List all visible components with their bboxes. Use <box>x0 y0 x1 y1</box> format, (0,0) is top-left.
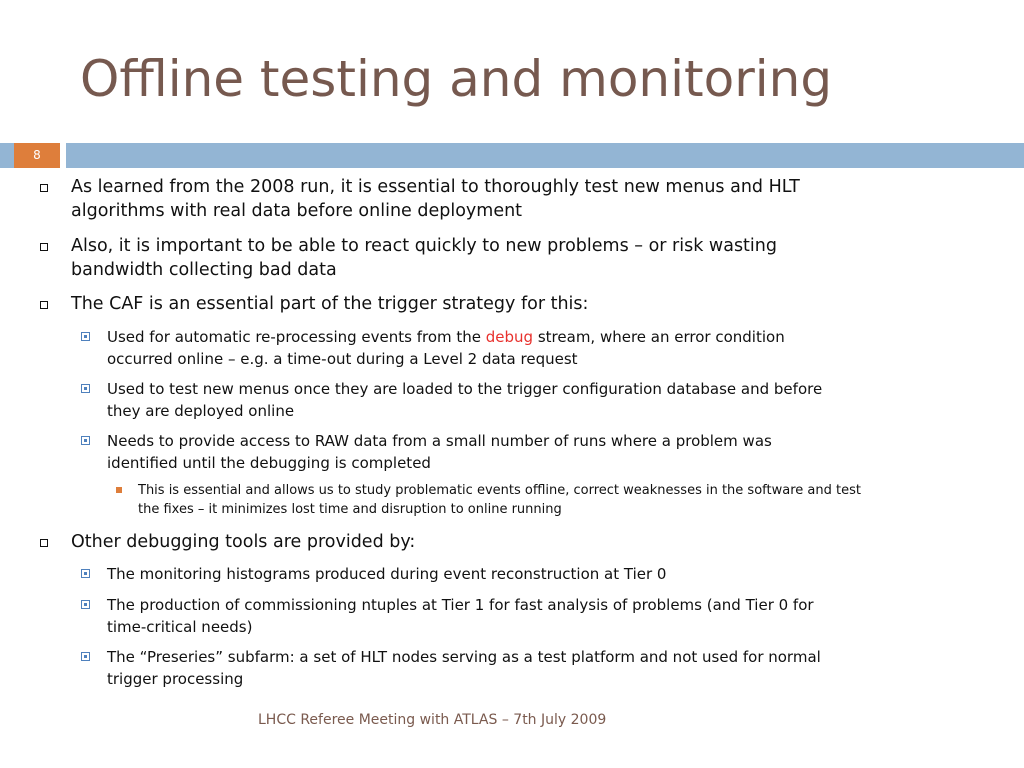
footer-text: LHCC Referee Meeting with ATLAS – 7th July 2009 <box>258 712 607 728</box>
square-bullet-icon <box>81 569 90 578</box>
square-bullet-icon <box>81 652 90 661</box>
square-bullet-icon <box>40 243 48 251</box>
sub-bullet-text: time-critical needs) <box>107 618 253 636</box>
header-band-left <box>0 143 14 168</box>
bullet-text: Also, it is important to be able to react quickly to new problems – or risk wasting <box>71 236 777 256</box>
sub-sub-bullet-text: the fixes – it minimizes lost time and disruption to online running <box>138 502 562 517</box>
bullet-text: algorithms with real data before online deployment <box>71 201 523 221</box>
square-bullet-icon <box>40 184 48 192</box>
square-bullet-icon <box>81 332 90 341</box>
bullet-text: bandwidth collecting bad data <box>71 260 337 280</box>
sub-bullet-text: they are deployed online <box>107 402 295 420</box>
highlighted-word: debug <box>485 328 534 346</box>
sub-bullet-text: The “Preseries” subfarm: a set of HLT nodes serving as a test platform and not used for normal <box>107 648 821 666</box>
text-segment: stream, where an error condition <box>533 328 785 346</box>
sub-bullet-text <box>107 326 785 348</box>
slide-title: Offline testing and monitoring <box>80 50 833 108</box>
sub-sub-bullet-text: This is essential and allows us to study problematic events offline, correct weaknesses in the software and test <box>138 483 861 498</box>
square-bullet-icon <box>40 539 48 547</box>
sub-bullet-text: identified until the debugging is completed <box>107 454 431 472</box>
text-segment: Used for automatic re-processing events from the <box>107 328 486 346</box>
square-bullet-icon <box>81 600 90 609</box>
sub-bullet-text: The production of commissioning ntuples at Tier 1 for fast analysis of problems (and Tier 0 for <box>107 596 814 614</box>
slide-number: 8 <box>14 143 60 168</box>
bullet-text: As learned from the 2008 run, it is essential to thoroughly test new menus and HLT <box>71 177 800 197</box>
sub-bullet-text: Needs to provide access to RAW data from a small number of runs where a problem was <box>107 432 772 450</box>
sub-bullet-text: Used to test new menus once they are loaded to the trigger configuration database and before <box>107 380 823 398</box>
sub-bullet-text: trigger processing <box>107 670 244 688</box>
header-band-right <box>66 143 1024 168</box>
square-bullet-icon <box>116 487 122 493</box>
bullet-text: Other debugging tools are provided by: <box>71 532 416 552</box>
bullet-text: The CAF is an essential part of the trigger strategy for this: <box>71 294 589 314</box>
square-bullet-icon <box>81 384 90 393</box>
sub-bullet-text: The monitoring histograms produced during event reconstruction at Tier 0 <box>107 565 667 583</box>
square-bullet-icon <box>40 301 48 309</box>
sub-bullet-text: occurred online – e.g. a time-out during a Level 2 data request <box>107 350 578 368</box>
square-bullet-icon <box>81 436 90 445</box>
